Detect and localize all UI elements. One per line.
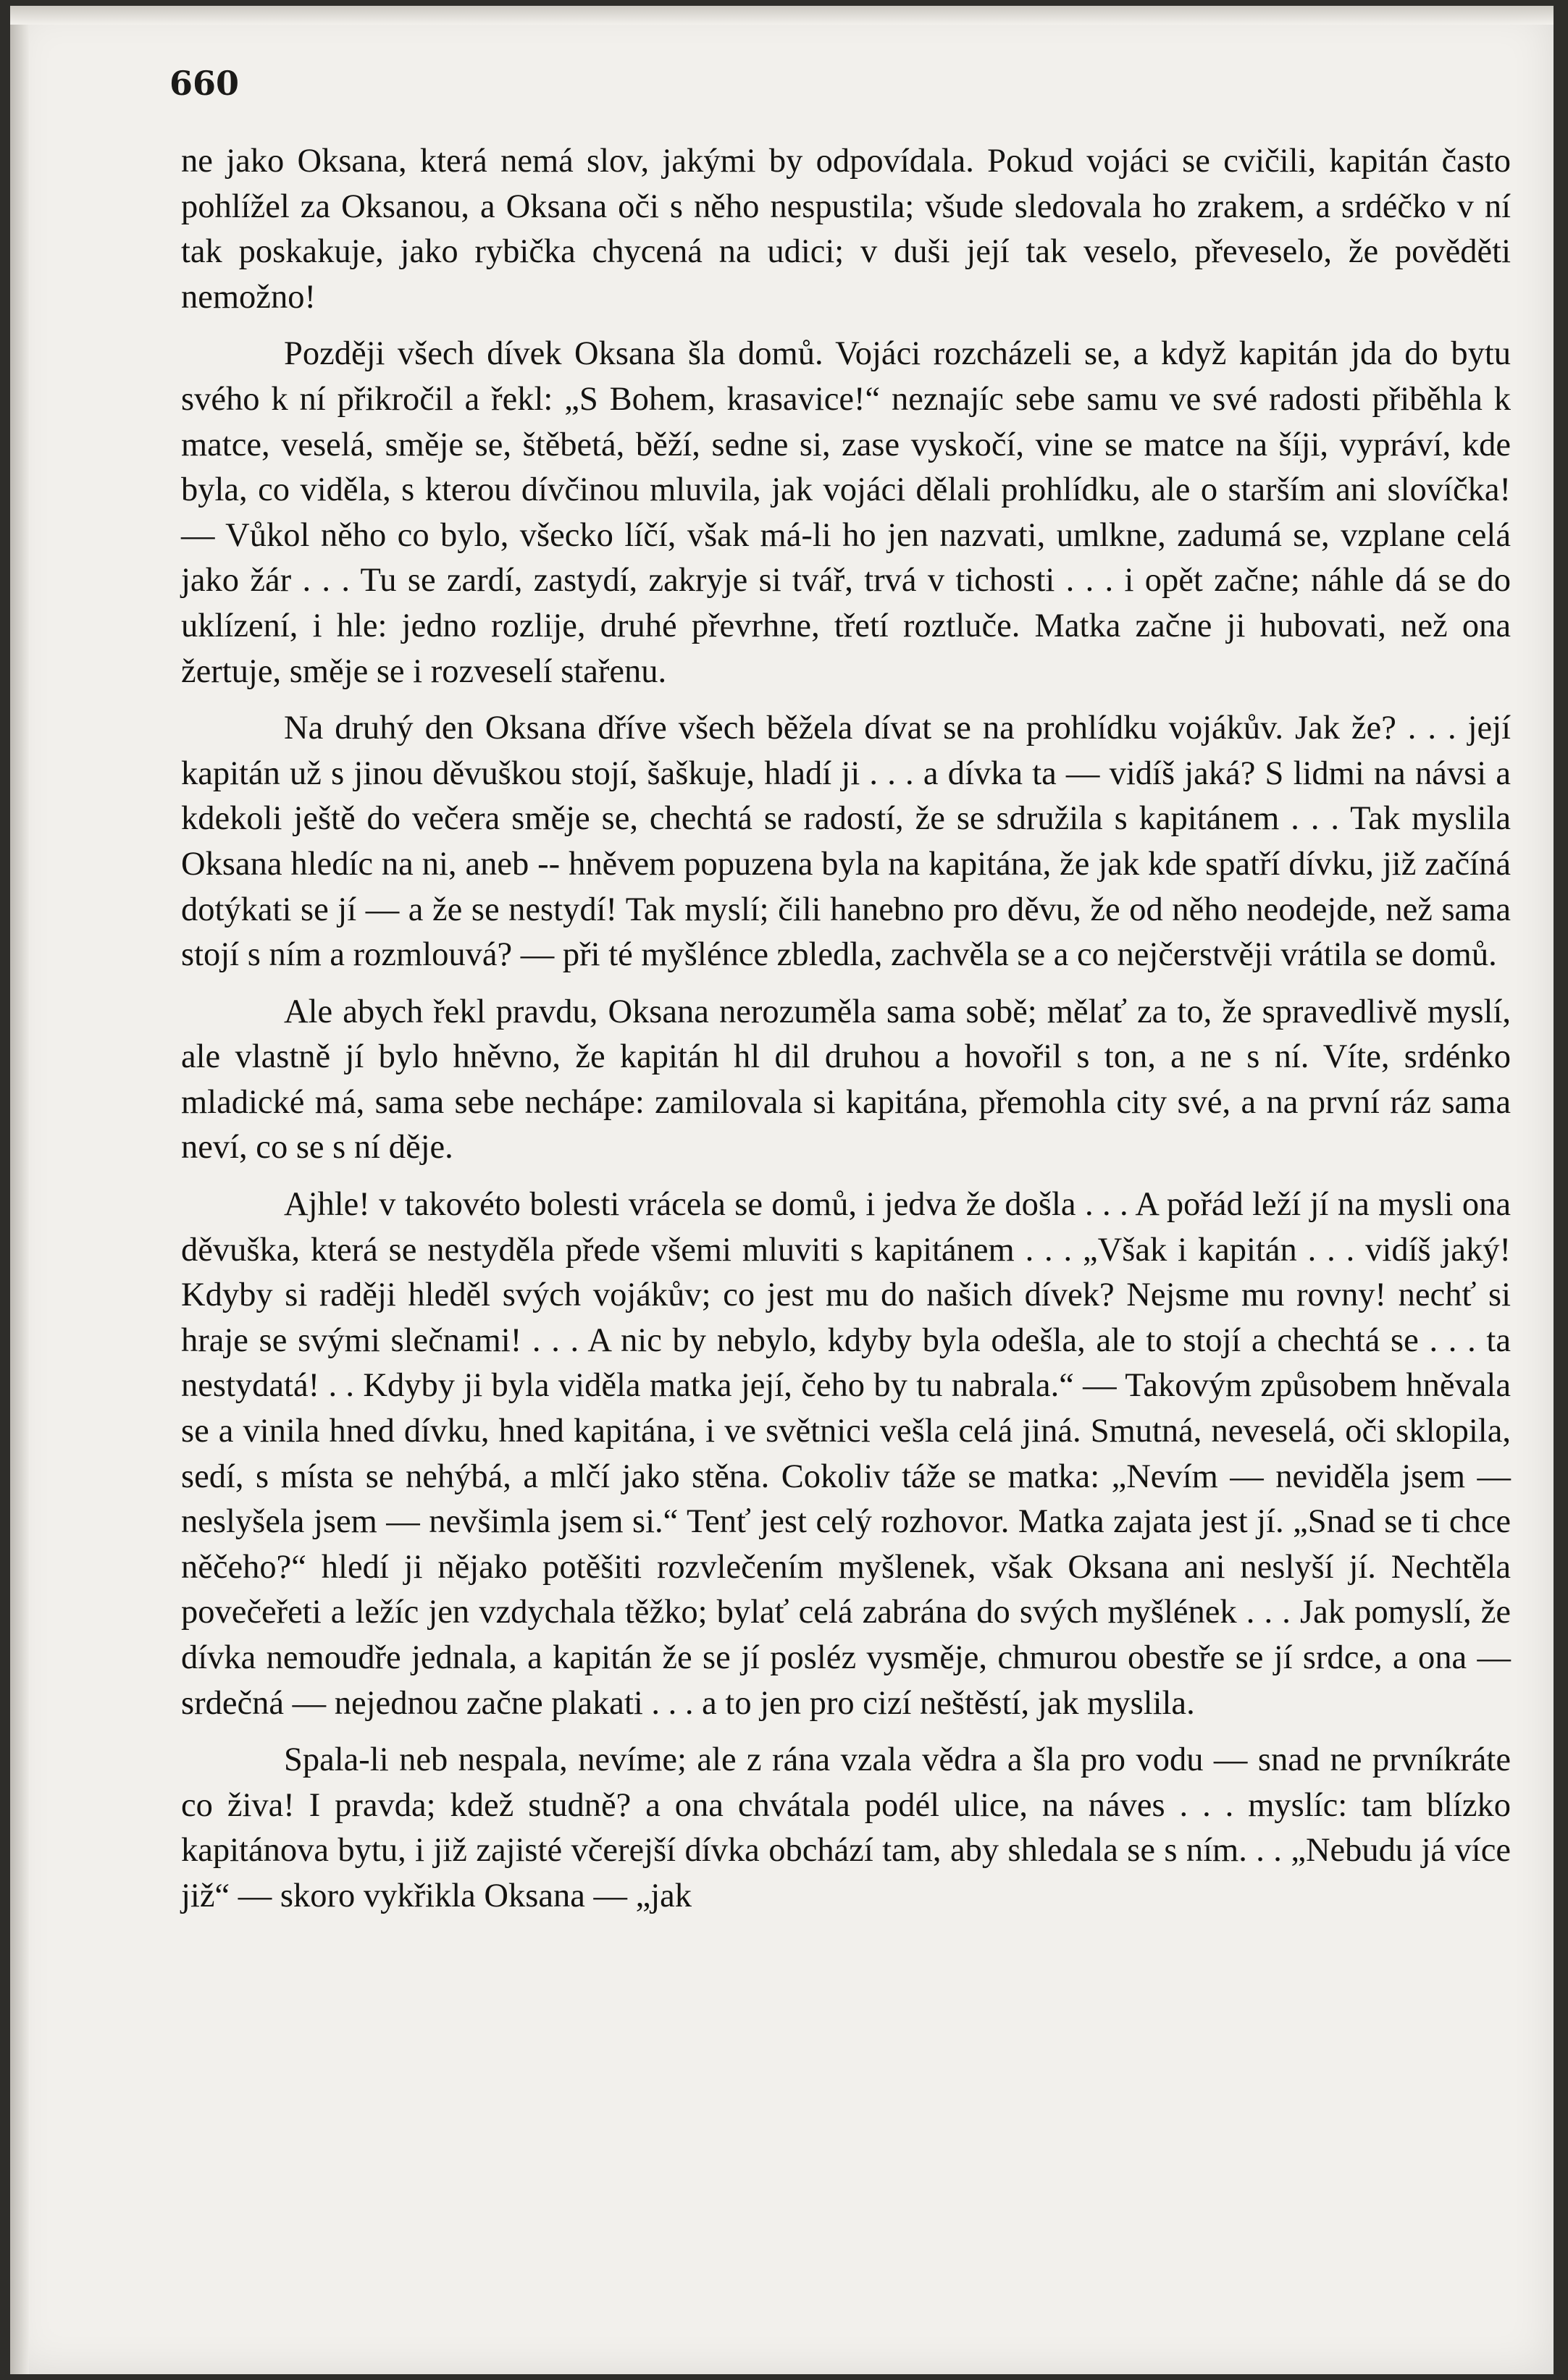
book-page [10, 6, 1554, 2374]
page-edge-shadow [10, 6, 29, 2374]
paragraph: ne jako Oksana, která nemá slov, jakými by odpovídala. Pokud vojáci se cvičili, kapitán často pohlížel za Oksanou, a Oksana oči s něho nespustila; všude sledovala ho zrakem, a srdéčko v ní tak poskakuje, jako rybička chycená na udici; v duši její tak veselo, převeselo, že pověděti nemožno! [181, 143, 1511, 316]
paragraph: Později všech dívek Oksana šla domů. Vojáci rozcházeli se, a když kapitán jda do bytu svého k ní přikročil a řekl: „S Bohem, krasavice!“ neznajíc sebe samu ve své radosti přiběhla k matce, veselá, směje se, štěbetá, běží, sedne si, zase vyskočí, vine se matce na šíji, vypráví, kde byla, co viděla, s kterou dívčinou mluvila, jak vojáci dělali prohlídku, ale o starším ani slovíčka! — Vůkol něho co bylo, všecko líčí, však má-li ho jen nazvati, umlkne, zadumá se, vzplane celá jako žár . . . Tu se zardí, zastydí, zakryje si tvář, trvá v tichosti . . . i opět začne; náhle dá se do uklízení, i hle: jedno rozlije, druhé převrhne, třetí roztluče. Matka začne ji hubovati, než ona žertuje, směje se i rozveselí stařenu. [181, 335, 1511, 690]
paragraph: Ale abych řekl pravdu, Oksana nerozuměla sama sobě; mělať za to, že spravedlivě myslí, ale vlastně jí bylo hněvno, že kapitán hl dil druhou a hovořil s ton, a ne s ní. Víte, srdénko mladické má, sama sebe nechápe: zamilovala si kapitána, přemohla city své, a na první ráz sama neví, co se s ní děje. [181, 993, 1511, 1166]
page-top-shadow [10, 6, 1554, 25]
page-number: 660 [169, 64, 240, 103]
paragraph: Ajhle! v takovéto bolesti vrácela se domů, i jedva že došla . . . A pořád leží jí na mysli ona děvuška, která se nestyděla přede všemi mluviti s kapitánem . . . „Však i kapitán . . . vidíš jaký! Kdyby si raději hleděl svých vojákův; co jest mu do našich dívek? Nejsme mu rovny! nechť si hraje se svými slečnami! . . . A nic by nebylo, kdyby byla odešla, ale to stojí a chechtá se . . . ta nestydatá! . . Kdyby ji byla viděla matka její, čeho by tu nabrala.“ — Takovým způsobem hněvala se a vinila hned dívku, hned kapitána, i ve světnici vešla celá jiná. Smutná, neveselá, oči sklopila, sedí, s místa se nehýbá, a mlčí jako stěna. Cokoliv táže se matka: „Nevím — neviděla jsem — neslyšela jsem — nevšimla jsem si.“ Tenť jest celý rozhovor. Matka zajata jest jí. „Snad se ti chce něčeho?“ hledí ji nějako potěšiti rozvlečením myšlenek, však Oksana ani neslyší jí. Nechtěla povečeřeti a ležíc jen vzdychala těžko; bylať celá zabrána do svých myšlének . . . Jak pomyslí, že dívka nemoudře jednala, a kapitán že se jí posléz vysměje, chmurou obestře se jí srdce, a ona — srdečná — nejednou začne plakati . . . a to jen pro cizí neštěstí, jak myslila. [181, 1186, 1511, 1722]
paragraph: Na druhý den Oksana dříve všech běžela dívat se na prohlídku vojákův. Jak že? . . . její kapitán už s jinou děvuškou stojí, šaškuje, hladí ji . . . a dívka ta — vidíš jaká? S lidmi na návsi a kdekoli ještě do večera směje se, chechtá se radostí, že se sdružila s kapitánem . . . Tak myslila Oksana hledíc na ni, aneb -- hněvem popuzena byla na kapitána, že jak kde spatří dívku, již začíná dotýkati se jí — a že se nestydí! Tak myslí; čili hanebno pro děvu, že od něho neodejde, než sama stojí s ním a rozmlouvá? — při té myšlénce zbledla, zachvěla se a co nejčerstvěji vrátila se domů. [181, 710, 1511, 974]
paragraph: Spala-li neb nespala, nevíme; ale z rána vzala vědra a šla pro vodu — snad ne prvníkráte co živa! I pravda; kdež studně? a ona chvátala podél ulice, na náves . . . myslíc: tam blízko kapitánova bytu, i již zajisté včerejší dívka obchází tam, aby shledala se s ním. . . „Nebudu já více již“ — skoro vykřikla Oksana — „jak [181, 1741, 1511, 1914]
body-text [181, 139, 1511, 1919]
